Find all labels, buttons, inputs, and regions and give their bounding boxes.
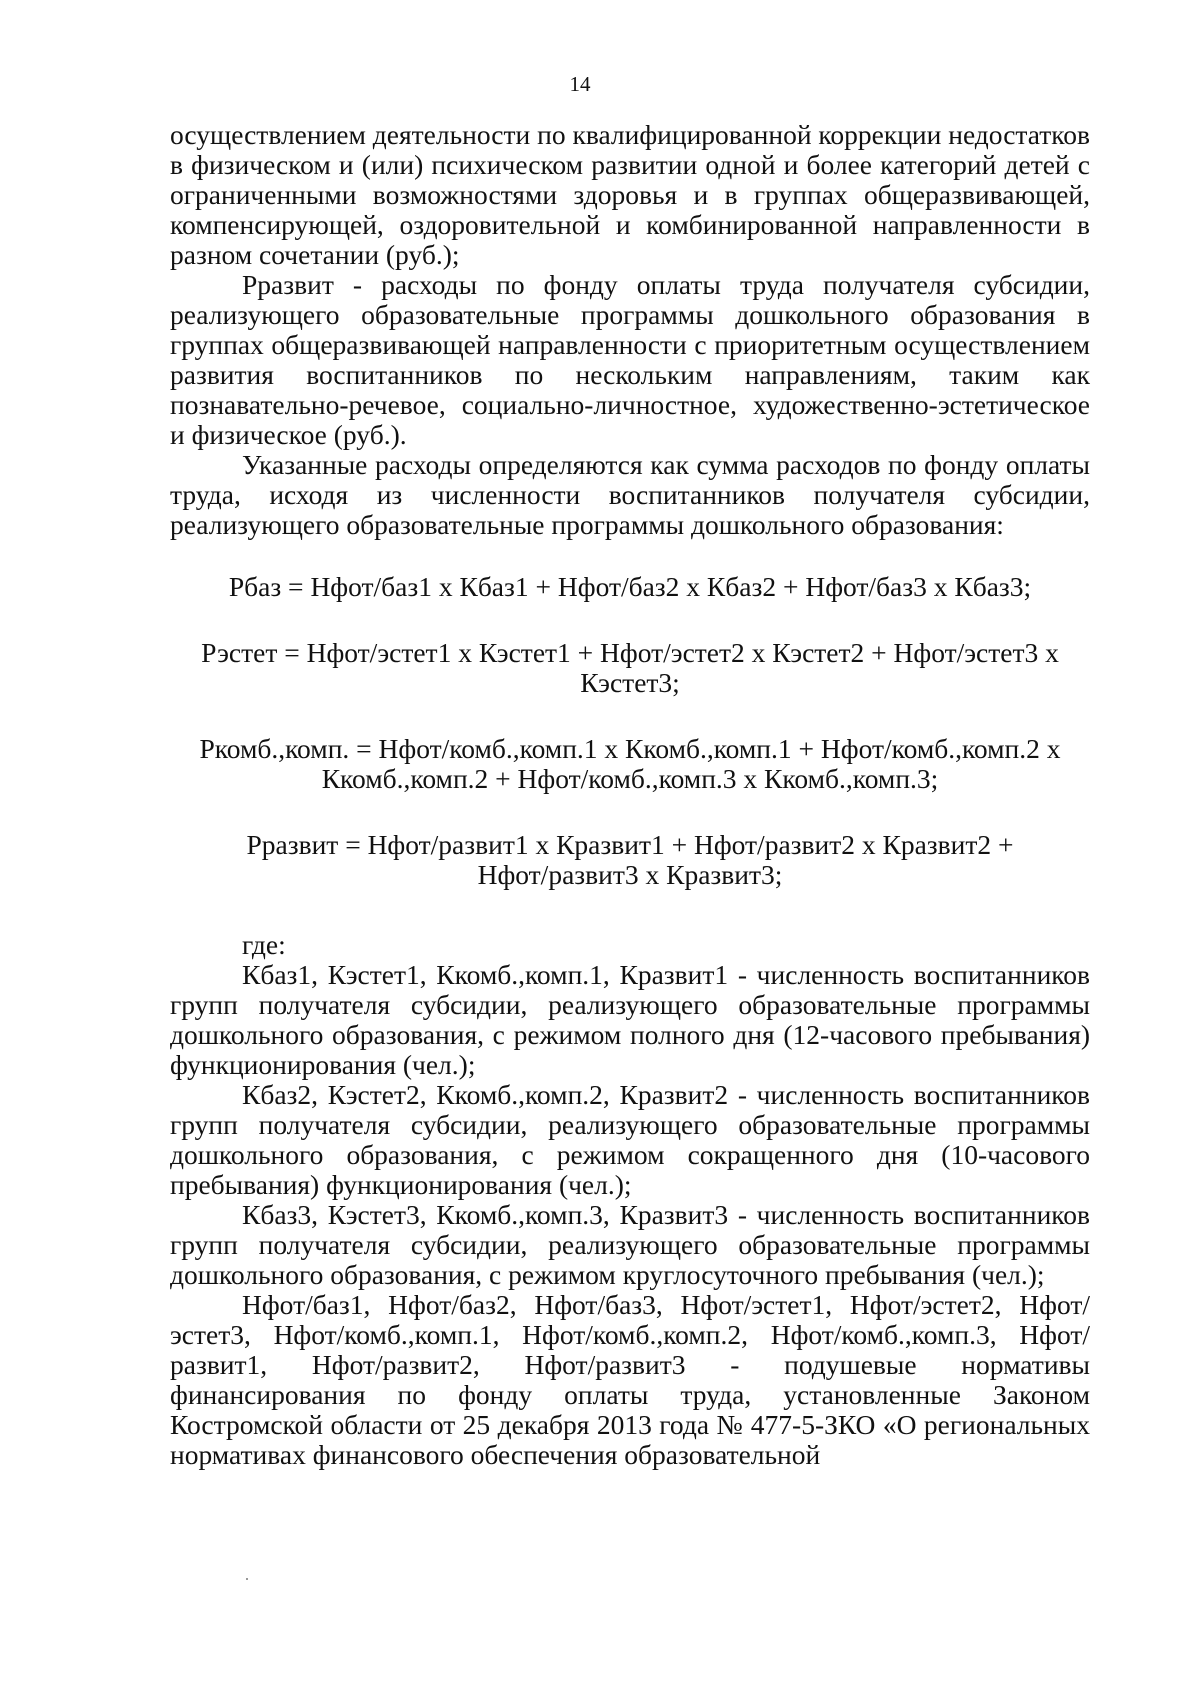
definition-nfot: Нфот/баз1, Нфот/баз2, Нфот/баз3, Нфот/эстет1, Нфот/эстет2, Нфот/эстет3, Нфот/комб.,комп.1, Нфот/комб.,комп.2, Нфот/комб.,комп.3, Нфот/развит1, Нфот/развит2, Нфот/развит3 - подушевые нормативы финансирования по фонду оплаты труда, установленные Законом Костромской области от 25 декабря 2013 года № 477-5-ЗКО «О региональных нормативах финансового обеспечения образовательной — [170, 1289, 1090, 1470]
formula-rkomb-line2: Ккомб.,комп.2 + Нфот/комб.,комп.3 x Ккомб.,комп.3; — [321, 763, 939, 794]
formula-rkomb-line1: Ркомб.,комп. = Нфот/комб.,комп.1 x Ккомб.,комп.1 + Нфот/комб.,комп.2 x — [199, 733, 1061, 764]
formula-rbaz: Рбаз = Нфот/баз1 x Кбаз1 + Нфот/баз2 x Кбаз2 + Нфот/баз3 x Кбаз3; — [228, 571, 1032, 602]
formula-restet — [170, 638, 1090, 698]
paragraph-expenses-intro: Указанные расходы определяются как сумма расходов по фонду оплаты труда, исходя из численности воспитанников получателя субсидии, реализующего образовательные программы дошкольного образования: — [170, 449, 1090, 540]
formula-rkomb — [170, 734, 1090, 794]
formula-rrazvit-line1: Рразвит = Нфот/развит1 x Кразвит1 + Нфот/развит2 x Кразвит2 + — [246, 829, 1014, 860]
formula-rrazvit-line2: Нфот/развит3 x Кразвит3; — [477, 859, 783, 890]
scan-speck — [246, 1578, 248, 1580]
formula-rrazvit — [170, 830, 1090, 890]
definition-k3: Кбаз3, Кэстет3, Ккомб.,комп.3, Кразвит3 - численность воспитанников групп получателя субсидии, реализующего образовательные программы дошкольного образования, с режимом круглосуточного пребывания (чел.); — [170, 1199, 1090, 1290]
document-body — [170, 120, 1090, 1470]
definition-k2: Кбаз2, Кэстет2, Ккомб.,комп.2, Кразвит2 - численность воспитанников групп получателя субсидии, реализующего образовательные программы дошкольного образования, с режимом сокращенного дня (10-часового пребывания) функционирования (чел.); — [170, 1079, 1090, 1200]
definition-k1: Кбаз1, Кэстет1, Ккомб.,комп.1, Кразвит1 - численность воспитанников групп получателя субсидии, реализующего образовательные программы дошкольного образования, с режимом полного дня (12-часового пребывания) функционирования (чел.); — [170, 959, 1090, 1080]
formula-restet-line2: Кэстет3; — [580, 667, 680, 698]
where-label: где: — [242, 929, 286, 960]
formula-restet-line1: Рэстет = Нфот/эстет1 x Кэстет1 + Нфот/эстет2 x Кэстет2 + Нфот/эстет3 x — [201, 637, 1059, 668]
page-number: 14 — [569, 72, 591, 96]
paragraph-rrazvit-definition: Рразвит - расходы по фонду оплаты труда получателя субсидии, реализующего образовательные программы дошкольного образования в группах общеразвивающей направленности с приоритетным осуществлением развития воспитанников по нескольким направлениям, таким как познавательно-речевое, социально-личностное, художественно-эстетическое и физическое (руб.). — [170, 269, 1090, 450]
paragraph-continuation: осуществлением деятельности по квалифицированной коррекции недостатков в физическом и (или) психическом развитии одной и более категорий детей с ограниченными возможностями здоровья и в группах общеразвивающей, компенсирующей, оздоровительной и комбинированной направленности в разном сочетании (руб.); — [170, 119, 1090, 270]
